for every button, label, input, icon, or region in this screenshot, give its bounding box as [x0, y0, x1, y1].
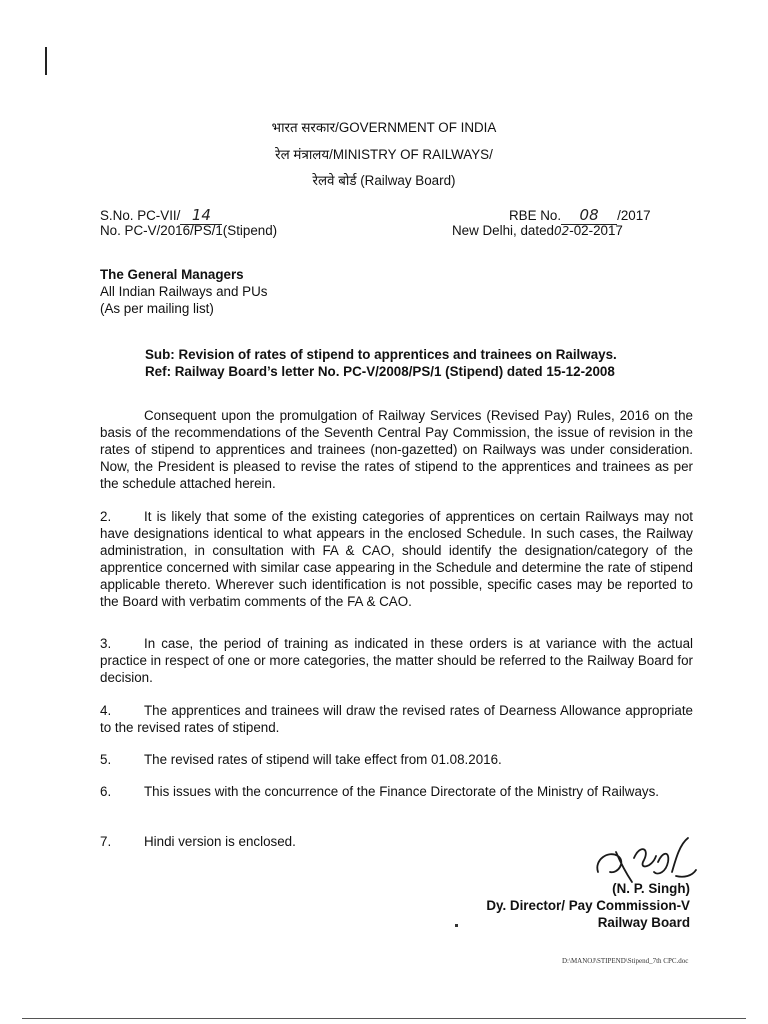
paragraph-2-text: It is likely that some of the existing categories of apprentices on certain Railways may not have designations identical to what appears in the enclosed Schedule. In such cases, the Railway administration, in consultation with FA & CAO, should identify the designation/category of the apprentice concerned with similar case appearing in the Schedule and determine the rate of stipend applicable thereto. Wherever such identification is not possible, specific cases may be reported to the Board with verbatim comments of the FA & CAO. — [100, 509, 693, 609]
serial-handwritten: 14 — [180, 206, 222, 225]
header-line-ministry: रेल मंत्रालय/MINISTRY OF RAILWAYS/ — [275, 147, 493, 162]
paragraph-7-number: 7. — [100, 834, 112, 849]
serial-prefix: S.No. PC-VII/ — [100, 208, 181, 223]
paragraph-2 — [100, 509, 693, 610]
rbe-prefix: RBE No. — [509, 208, 562, 223]
dot-mark — [455, 924, 458, 927]
reference-line: Ref: Railway Board’s letter No. PC-V/2008/PS/1 (Stipend) dated 15-12-2008 — [145, 364, 615, 379]
paragraph-3-text: In case, the period of training as indicated in these orders is at variance with the actual practice in respect of one or more categories, the matter should be referred to the Railway Board for decision. — [100, 636, 693, 685]
header-line-board: रेलवे बोर्ड (Railway Board) — [312, 173, 456, 188]
paragraph-3 — [100, 636, 693, 687]
date-suffix: -02-2017 — [569, 223, 623, 238]
signatory-name: (N. P. Singh) — [612, 881, 690, 896]
date-handwritten: 02 — [553, 224, 570, 238]
paragraph-5 — [100, 752, 693, 769]
subject-line: Sub: Revision of rates of stipend to apprentices and trainees on Railways. — [145, 347, 617, 362]
signatory-designation: Dy. Director/ Pay Commission-V — [486, 898, 690, 913]
paragraph-5-text: The revised rates of stipend will take effect from 01.08.2016. — [144, 752, 502, 767]
paragraph-4-number: 4. — [100, 703, 112, 718]
rbe-suffix: /2017 — [617, 208, 651, 223]
bottom-rule — [22, 1018, 746, 1019]
issue-date — [452, 223, 623, 238]
addressee-title: The General Managers — [100, 267, 244, 282]
paragraph-2-number: 2. — [100, 509, 112, 524]
paragraph-1-text: Consequent upon the promulgation of Railway Services (Revised Pay) Rules, 2016 on the basis of the recommendations of the Seventh Central Pay Commission, the issue of revision in the rates of stipend to apprentices and trainees (non-gazetted) on Railways was under consideration. Now, the President is pleased to revise the rates of stipend to the apprentices and trainees as per the schedule attached herein. — [100, 408, 693, 491]
rbe-handwritten: 08 — [561, 206, 617, 225]
paragraph-7-text: Hindi version is enclosed. — [144, 834, 296, 849]
paragraph-6 — [100, 784, 693, 801]
paragraph-5-number: 5. — [100, 752, 112, 767]
paragraph-3-number: 3. — [100, 636, 112, 651]
paragraph-1 — [100, 408, 693, 493]
paragraph-4 — [100, 703, 693, 737]
signatory-office: Railway Board — [597, 915, 690, 930]
header-line-government: भारत सरकार/GOVERNMENT OF INDIA — [271, 120, 497, 135]
addressee-line: All Indian Railways and PUs — [100, 284, 268, 299]
paragraph-4-text: The apprentices and trainees will draw the revised rates of Dearness Allowance appropriate to the revised rates of stipend. — [100, 703, 693, 735]
addressee-note: (As per mailing list) — [100, 301, 214, 316]
date-prefix: New Delhi, dated — [452, 223, 554, 238]
paragraph-6-number: 6. — [100, 784, 112, 799]
signature — [588, 832, 698, 888]
margin-mark — [45, 47, 47, 75]
paragraph-6-text: This issues with the concurrence of the Finance Directorate of the Ministry of Railways. — [144, 784, 660, 799]
file-number: No. PC-V/2016/PS/1(Stipend) — [100, 223, 278, 238]
file-path: D:\MANOJ\STIPEND\Stipend_7th CPC.doc — [562, 957, 689, 965]
